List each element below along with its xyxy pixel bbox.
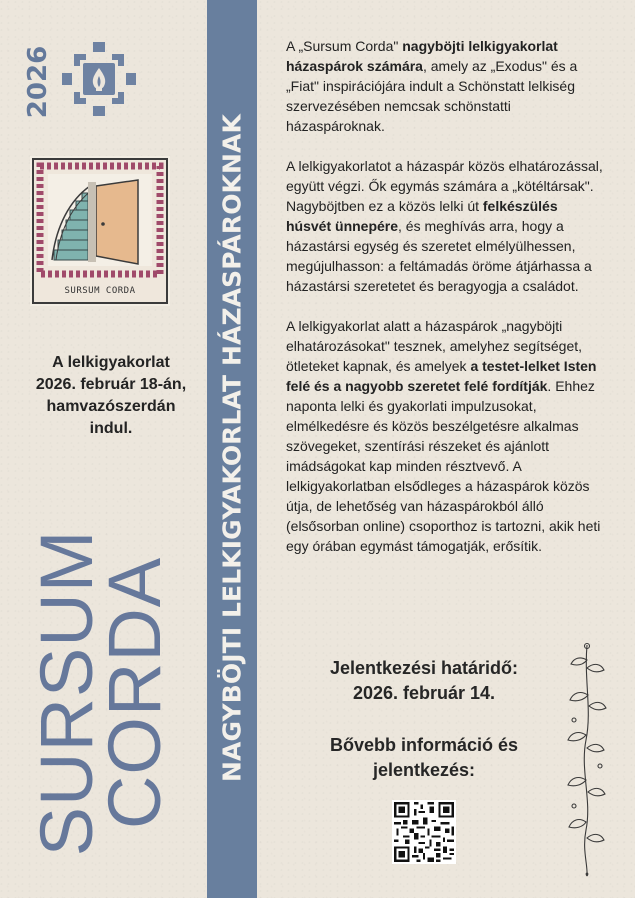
vertical-title-band (207, 0, 257, 898)
title-word-sursum: SURSUM (25, 529, 108, 857)
start-line-1: A lelkigyakorlat (52, 354, 170, 371)
title-word-corda: CORDA (93, 556, 176, 830)
qr-code-icon[interactable] (392, 800, 456, 864)
deadline-label: Jelentkezési határidő: (329, 658, 519, 678)
band-title: NAGYBÖJTI LELKIGYAKORLAT HÁZASPÁROKNAK (217, 114, 247, 782)
schoenstatt-logo-icon (60, 40, 138, 118)
info-line-2: jelentkezés: (372, 760, 476, 780)
start-line-2: 2026. február 18-án, (35, 376, 187, 393)
info-line-1: Bővebb információ és (329, 735, 519, 755)
description-text (286, 36, 604, 576)
more-info-heading (288, 733, 560, 783)
sursum-corda-title (25, 512, 176, 874)
start-line-4: indul. (89, 420, 133, 437)
year-label: 2026 (23, 45, 53, 119)
floral-vine-icon (562, 640, 612, 880)
illustration-caption: SURSUM CORDA (64, 286, 136, 296)
sursum-corda-illustration (30, 156, 170, 306)
paragraph-resolutions: A lelkigyakorlat alatt a házaspárok „nagyböjti elhatározásokat" tesznek, amelyhez segítséget, ötleteket kapnak, és amelyek a testet-lelket Isten felé és a nagyobb szeretet felé fordítják. Ehhez naponta lelki és gyakorlati impulzusokat, elmélkedésre és közös beszélgetésre alkalmas szövegeket, szentírási részeket és ajánlott imádságokat kap minden résztvevő. A lelkigyakorlatban elsődleges a házaspárok közös útja, de lehetőség van házaspárokból álló (elsősorban online) csoporthoz is tartozni, akik heti egy órában egymást támogatják, erősítik. (286, 318, 601, 554)
start-line-3: hamvazószerdán (46, 398, 176, 415)
start-date-text (16, 352, 206, 440)
paragraph-intro: A „Sursum Corda" nagyböjti lelkigyakorlat házaspárok számára, amely az „Exodus" és a „Fiat" inspirációjára indult a Schönstatt lelkiség szervezésében nemcsak schönstatti házaspároknak. (286, 38, 578, 134)
registration-deadline (288, 656, 560, 706)
paragraph-couples: A lelkigyakorlatot a házaspár közös elhatározással, együtt végzi. Ők egymás számára a „kötéltársak". Nagyböjtben ez a közös lelki út felkészülés húsvét ünnepére, és meghívás arra, hogy a házastársi egység és szeretet elmélyülhessen, megújulhasson: a feltámadás öröme átjárhassa a házastársi szeretetet és beragyogja a családot. (286, 158, 603, 294)
staircase-door-illustration (30, 156, 170, 306)
deadline-date: 2026. február 14. (352, 683, 496, 703)
